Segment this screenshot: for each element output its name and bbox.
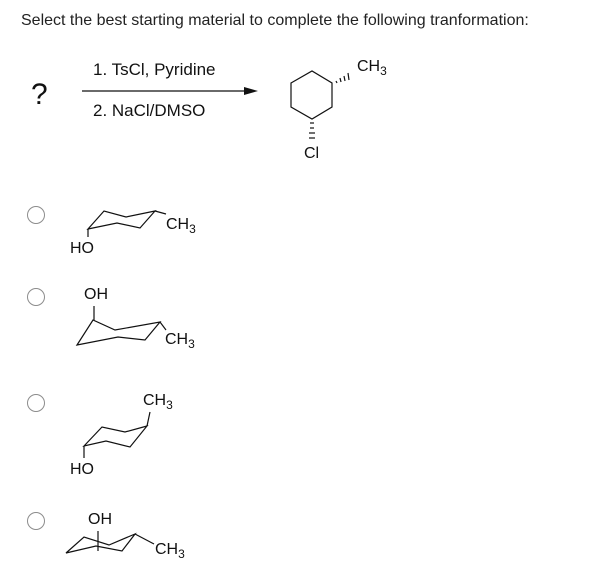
reagent-step-2: 2. NaCl/DMSO	[93, 101, 206, 120]
option-3-ch3-label: $CH_3$	[143, 392, 173, 413]
option-1-ch3-label: $CH_3$	[166, 216, 196, 237]
product-cl-label: Cl	[304, 145, 320, 162]
option-2-ch3-label: $CH_3$	[165, 331, 195, 352]
option-4-ch3-label: $CH_3$	[155, 541, 185, 562]
unknown-starting-material: ?	[31, 78, 48, 111]
option-3-ho-label: HO	[70, 461, 94, 478]
reagent-step-1: 1. TsCl, Pyridine	[93, 60, 216, 79]
question-prompt: Select the best starting material to complete the following tranformation:	[21, 12, 529, 29]
option-1-ho-label: HO	[70, 240, 94, 257]
option-4-oh-label: OH	[88, 511, 112, 528]
option-2-oh-label: OH	[84, 286, 108, 303]
product-ch3-label: $CH_3$	[357, 58, 387, 79]
